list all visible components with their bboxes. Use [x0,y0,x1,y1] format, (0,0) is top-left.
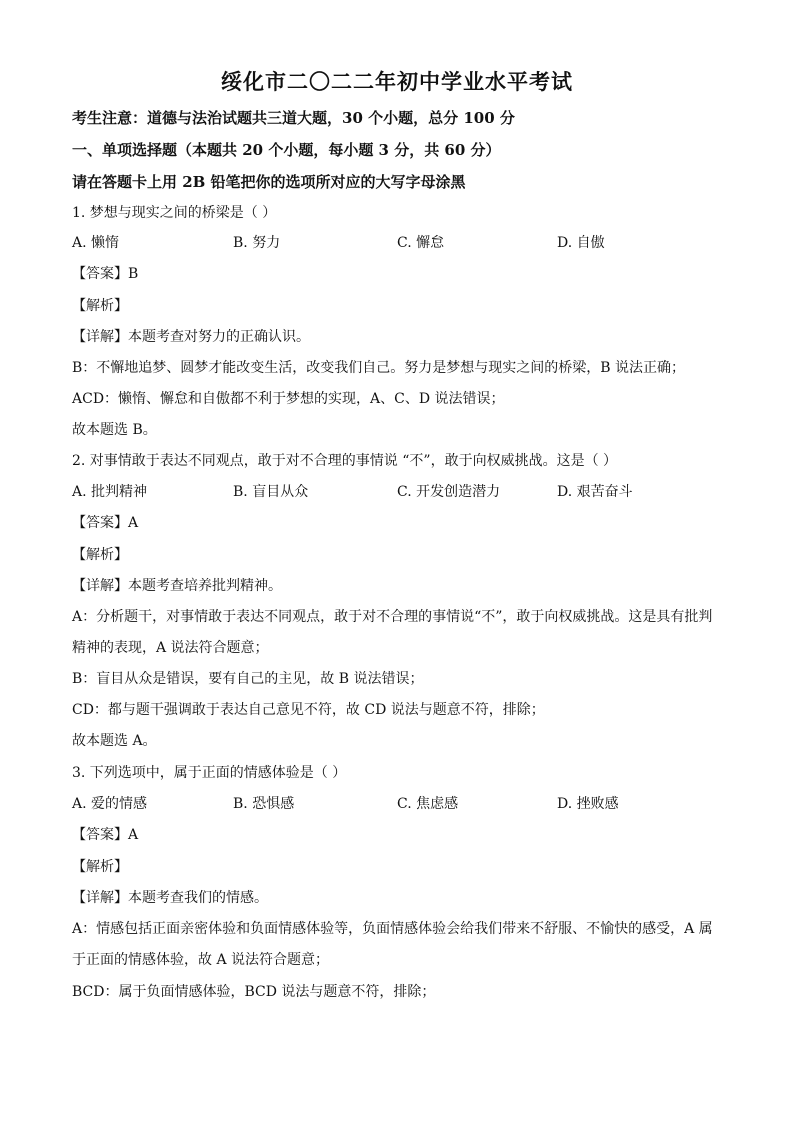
explanation-line: 故本题选 B。 [72,422,157,438]
section-heading: 一、单项选择题（本题共 20 个小题，每小题 3 分，共 60 分） [72,141,501,159]
option-d: D. 挫败感 [557,796,619,812]
option-b: B. 努力 [233,235,281,251]
option-c: C. 开发创造潜力 [397,484,501,500]
option-a: A. 爱的情感 [72,796,148,812]
explanation-line: ACD：懒惰、懈怠和自傲都不利于梦想的实现，A、C、D 说法错误； [72,391,505,407]
instruction: 请在答题卡上用 2B 铅笔把你的选项所对应的大写字母涂黑 [72,173,466,191]
option-a: A. 懒惰 [72,235,120,251]
option-d: D. 自傲 [557,235,605,251]
explanation-line: 于正面的情感体验，故 A 说法符合题意； [72,952,330,968]
question-stem: 3. 下列选项中，属于正面的情感体验是（ ） [72,765,347,781]
option-c: C. 懈怠 [397,235,445,251]
option-a: A. 批判精神 [72,484,148,500]
answer-label: 【答案】B [72,266,139,282]
detail-line: 【详解】本题考查对努力的正确认识。 [72,329,310,345]
analysis-label: 【解析】 [72,298,128,314]
answer-label: 【答案】A [72,515,139,531]
explanation-line: CD：都与题干强调敢于表达自己意见不符，故 CD 说法与题意不符，排除； [72,702,545,718]
analysis-label: 【解析】 [72,547,128,563]
option-d: D. 艰苦奋斗 [557,484,633,500]
explanation-line: A：分析题干，对事情敢于表达不同观点，敢于对不合理的事情说“不”，敢于向权威挑战。这是具有批判 [72,609,713,625]
explanation-line: 精神的表现，A 说法符合题意； [72,640,269,656]
explanation-line: B：盲目从众是错误，要有自己的主见，故 B 说法错误； [72,671,424,687]
question-stem: 2. 对事情敢于表达不同观点，敢于对不合理的事情说 “不”，敢于向权威挑战。这是（ ） [72,453,618,469]
option-b: B. 盲目从众 [233,484,309,500]
explanation-line: BCD：属于负面情感体验，BCD 说法与题意不符，排除； [72,984,436,1000]
explanation-line: 故本题选 A。 [72,733,157,749]
detail-line: 【详解】本题考查我们的情感。 [72,890,268,906]
option-b: B. 恐惧感 [233,796,295,812]
detail-line: 【详解】本题考查培养批判精神。 [72,578,282,594]
exam-notice: 考生注意：道德与法治试题共三道大题，30 个小题，总分 100 分 [72,109,515,127]
analysis-label: 【解析】 [72,859,128,875]
explanation-line: B：不懈地追梦、圆梦才能改变生活，改变我们自己。努力是梦想与现实之间的桥梁，B 说法正确； [72,360,686,376]
explanation-line: A：情感包括正面亲密体验和负面情感体验等，负面情感体验会给我们带来不舒服、不愉快的感受，A 属 [72,921,713,937]
question-stem: 1. 梦想与现实之间的桥梁是（ ） [72,205,277,221]
page-title: 绥化市二〇二二年初中学业水平考试 [221,70,573,94]
option-c: C. 焦虑感 [397,796,459,812]
answer-label: 【答案】A [72,827,139,843]
